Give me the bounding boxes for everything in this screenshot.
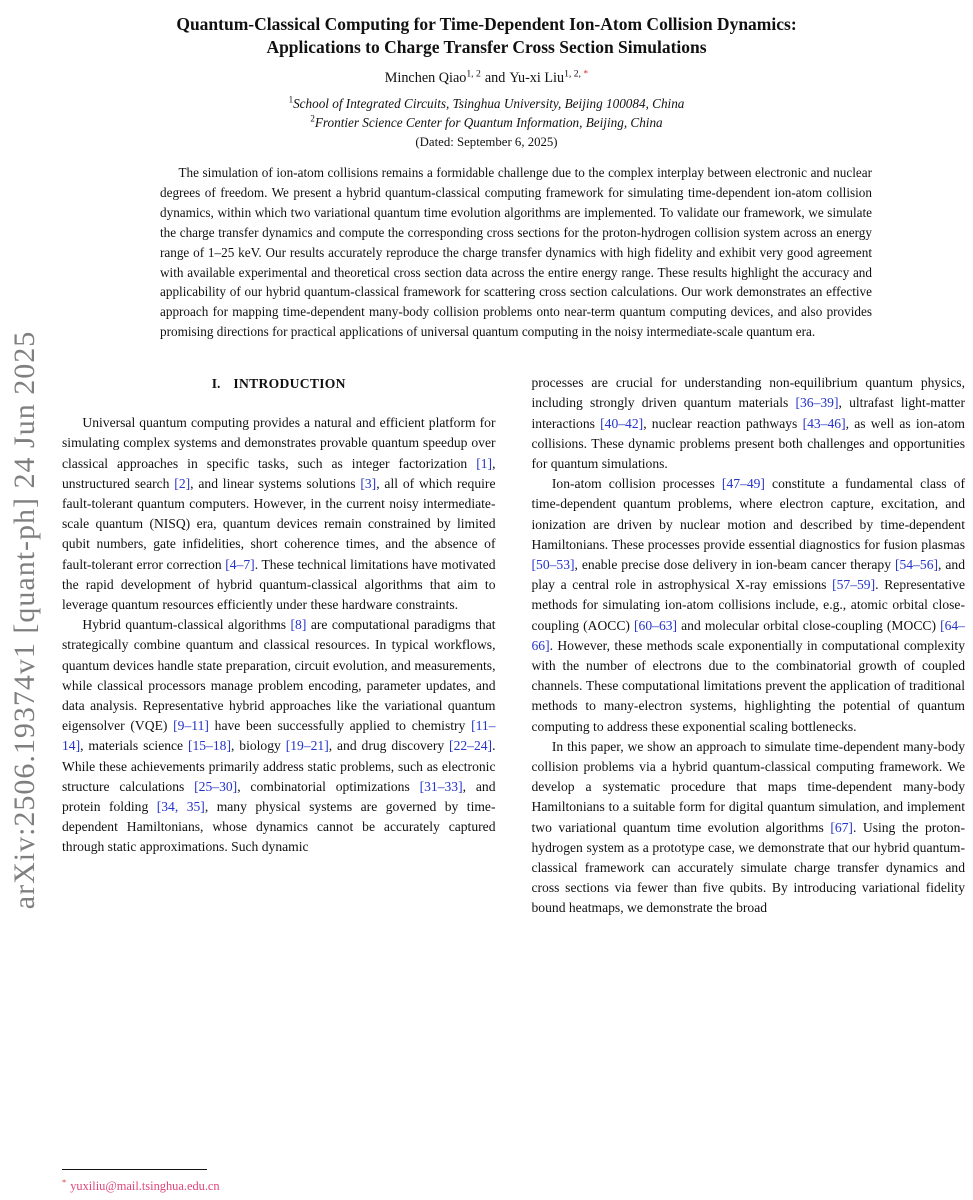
citation-link[interactable]: [31–33] xyxy=(419,778,463,794)
citation-link[interactable]: [50–53] xyxy=(531,556,575,572)
citation-link[interactable]: [64–66] xyxy=(531,617,965,653)
paper-header xyxy=(0,0,973,150)
section-heading-introduction xyxy=(62,376,496,392)
paragraph-intro-1: Universal quantum computing provides a natural and efficient platform for simulating complex systems and demonstrates provable quantum speedup over classical approaches in specific tasks, such as integer factorization [1], unstructured search [2], and linear systems solutions [3], all of which require fault-tolerant quantum computers. However, in the current noisy intermediate-scale quantum (NISQ) era, quantum devices remain constrained by limited qubit numbers, gate infidelities, short coherence times, and the absence of fault-tolerant error correction [4–7]. These technical limitations have motivated the rapid development of hybrid quantum-classical algorithms that aim to leverage quantum resources efficiently under these hardware constraints. xyxy=(62,415,496,612)
citation-link[interactable]: [11–14] xyxy=(62,718,496,754)
date-line: (Dated: September 6, 2025) xyxy=(415,135,558,149)
citation-link[interactable]: [40–42] xyxy=(600,415,644,431)
citation-link[interactable]: [2] xyxy=(174,475,191,491)
paper-title-line-2: Applications to Charge Transfer Cross Section Simulations xyxy=(266,37,707,57)
citation-link[interactable]: [8] xyxy=(290,617,307,633)
paragraph-intro-4: In this paper, we show an approach to simulate time-dependent many-body collision problems via a hybrid quantum-classical computing framework. We develop a systematic procedure that maps time-dependent many-body Hamiltonians to a suitable form for digital quantum simulation, and implement two variational quantum time evolution algorithms [67]. Using the proton-hydrogen system as a prototype case, we demonstrate that our hybrid quantum-classical framework can accurately simulate charge transfer dynamics and cross sections via fewer than five qubits. By introducing variational fidelity bound heatmaps, we demonstrate the broad xyxy=(531,738,965,916)
affiliation-2-sup: 2 xyxy=(310,113,315,124)
author-2-affiliation-sup: 1, 2, * xyxy=(564,68,589,80)
paper-title-line-1: Quantum-Classical Computing for Time-Dependent Ion-Atom Collision Dynamics: xyxy=(176,14,797,34)
paper-title xyxy=(0,13,973,59)
citation-link[interactable]: [15–18] xyxy=(187,738,232,754)
affiliation-1-sup: 1 xyxy=(288,94,294,105)
citation-link[interactable]: [60–63] xyxy=(634,617,678,633)
left-column xyxy=(62,373,496,918)
author-1-name: Minchen Qiao xyxy=(384,70,467,86)
section-title: INTRODUCTION xyxy=(233,376,346,392)
citation-link[interactable]: [4–7] xyxy=(225,556,255,572)
abstract: The simulation of ion-atom collisions remains a formidable challenge due to the complex interplay between electronic and nuclear degrees of freedom. We present a hybrid quantum-classical computing framework for simulating time-dependent ion-atom collision dynamics, within which two variational quantum time evolution algorithms are implemented. To validate our framework, we simulate the charge transfer dynamics and compute the corresponding cross sections for the proton-hydrogen collision system across an energy range of 1–25 keV. Our results accurately reproduce the charge transfer dynamics with high fidelity and exhibit very good agreement with available experimental and theoretical cross section data across the entire energy range. These results highlight the accuracy and applicability of our hybrid quantum-classical framework for scattering cross section calculations. Our work demonstrates an effective approach for mapping time-dependent many-body collision problems onto near-term quantum computing devices, and also provides promising directions for practical applications of universal quantum computing in the noisy intermediate-scale quantum era. xyxy=(160,165,872,340)
footnote-marker: * xyxy=(62,1176,67,1187)
affiliations xyxy=(0,94,973,132)
affiliation-1 xyxy=(0,94,973,113)
citation-link[interactable]: [1] xyxy=(476,455,493,471)
right-column xyxy=(532,373,966,918)
citation-link[interactable]: [9–11] xyxy=(173,718,209,734)
citation-link[interactable]: [47–49] xyxy=(721,476,765,492)
citation-link[interactable]: [54–56] xyxy=(894,556,939,572)
footnote xyxy=(62,1169,497,1194)
two-column-body xyxy=(0,342,973,918)
citation-link[interactable]: [25–30] xyxy=(194,778,238,794)
author-1-affiliation-sup: 1, 2 xyxy=(466,68,481,80)
email-link[interactable]: yuxiliu@mail.tsinghua.edu.cn xyxy=(70,1179,220,1193)
footnote-line xyxy=(62,1176,497,1194)
affiliation-1-text: School of Integrated Circuits, Tsinghua University, Beijing 100084, China xyxy=(293,96,685,111)
author-2 xyxy=(509,70,588,86)
section-number: I. xyxy=(211,376,221,392)
authors-line xyxy=(0,70,973,87)
footnote-rule xyxy=(62,1169,207,1170)
corresponding-author-star[interactable]: * xyxy=(583,68,589,80)
citation-link[interactable]: [57–59] xyxy=(832,577,876,593)
paragraph-intro-2: Hybrid quantum-classical algorithms [8] are computational paradigms that strategically combine quantum and classical resources. In typical workflows, quantum devices handle state preparation, circuit evolution, and measurements, while classical processors manage problem encoding, parameter updates, and data analysis. Representative hybrid approaches like the variational quantum eigensolver (VQE) [9–11] have been successfully applied to chemistry [11–14], materials science [15–18], biology [19–21], and drug discovery [22–24]. While these achievements primarily address static problems, such as electronic structure calculations [25–30], combinatorial optimizations [31–33], and protein folding [34, 35], many physical systems are governed by time-dependent Hamiltonians, whose dynamics cannot be accurately captured through static approximations. Such dynamic xyxy=(62,617,496,855)
citation-link[interactable]: [34, 35] xyxy=(156,799,205,815)
citation-link[interactable]: [36–39] xyxy=(795,395,839,411)
paragraph-intro-3: Ion-atom collision processes [47–49] constitute a fundamental class of time-dependent quantum problems, where electron capture, excitation, and ionization are driven by nuclear motion and described by time-dependent Hamiltonians. These processes provide essential diagnostics for fusion plasmas [50–53], enable precise dose delivery in ion-beam cancer therapy [54–56], and play a central role in astrophysical X-ray emissions [57–59]. Representative methods for simulating ion-atom collisions include, e.g., atomic orbital close-coupling (AOCC) [60–63] and molecular orbital close-coupling (MOCC) [64–66]. However, these methods scale exponentially in computational complexity with the number of electrons due to the combinatorial growth of coupled channels. These computational limitations prevent the application of traditional methods to many-electron systems, highlighting the potential of quantum computing to address these exponential scaling bottlenecks. xyxy=(531,476,966,734)
affiliation-2 xyxy=(0,113,973,132)
affiliation-2-text: Frontier Science Center for Quantum Information, Beijing, China xyxy=(314,115,663,130)
authors-joiner: and xyxy=(484,70,506,86)
citation-link[interactable]: [43–46] xyxy=(802,415,846,431)
citation-link[interactable]: [19–21] xyxy=(285,738,329,754)
citation-link[interactable]: [22–24] xyxy=(449,738,493,754)
arxiv-stamp: arXiv:2506.19374v1 [quant-ph] 24 Jun 2025 xyxy=(8,330,41,910)
author-2-name: Yu-xi Liu xyxy=(509,70,565,86)
citation-link[interactable]: [3] xyxy=(360,475,377,491)
author-1 xyxy=(385,70,481,86)
citation-link[interactable]: [67] xyxy=(830,819,853,835)
paragraph-intro-2-continued: processes are crucial for understanding non-equilibrium quantum physics, including strongly driven quantum materials [36–39], ultrafast light-matter interactions [40–42], nuclear reaction pathways [43–46], as well as ion-atom collisions. These dynamic problems present both challenges and opportunities for quantum simulations. xyxy=(531,375,965,471)
